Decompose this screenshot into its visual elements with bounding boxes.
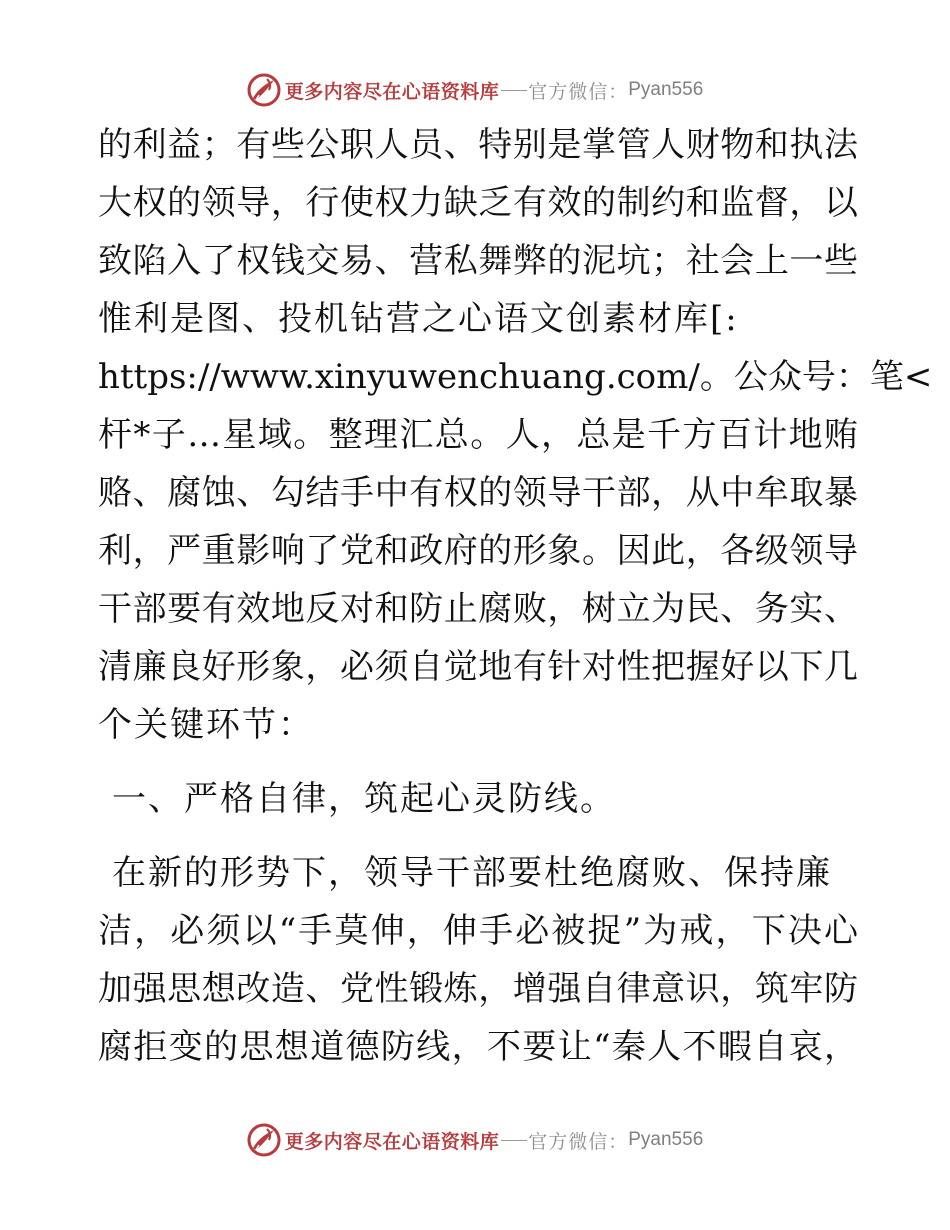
banner-sub-text: 官方微信： — [528, 1130, 629, 1153]
banner-main-text: 更多内容尽在心语资料库 — [284, 80, 500, 103]
body-line: 在新的形势下，领导干部要杜绝腐败、保持廉 — [112, 853, 832, 893]
banner-wechat-id: Pyan556 — [628, 1129, 704, 1150]
body-line: 清廉良好形象，必须自觉地有针对性把握好以下几 — [98, 647, 858, 687]
body-line: 赂、腐蚀、勾结手中有权的领导干部，从中牟取暴 — [98, 473, 858, 513]
footer-banner — [0, 1120, 950, 1160]
banner-dash — [501, 90, 527, 91]
banner-sub-text: 官方微信： — [528, 80, 629, 103]
body-line: 干部要有效地反对和防止腐败，树立为民、务实、 — [98, 589, 858, 629]
banner-wechat-id: Pyan556 — [628, 79, 704, 100]
body-line: 致陷入了权钱交易、营私舞弊的泥坑；社会上一些 — [98, 241, 858, 281]
body-line: 个关键环节： — [98, 705, 314, 745]
body-line: 加强思想改造、党性锻炼，增强自律意识，筑牢防 — [98, 969, 858, 1009]
pen-nib-logo-icon — [247, 1123, 281, 1157]
body-line: 腐拒变的思想道德防线，不要让“秦人不暇自哀， — [98, 1027, 858, 1067]
pen-nib-logo-icon — [247, 73, 281, 107]
banner-main-text: 更多内容尽在心语资料库 — [284, 1130, 500, 1153]
header-banner — [0, 70, 950, 110]
body-line: 惟利是图、投机钻营之心语文创素材库[: — [98, 299, 739, 339]
section-heading: 一、严格自律，筑起心灵防线。 — [112, 779, 616, 819]
banner-dash — [501, 1140, 527, 1141]
body-line-url: https://www.xinyuwenchuang.com/。公众号：笔< — [98, 357, 933, 397]
body-line: 大权的领导，行使权力缺乏有效的制约和监督，以 — [98, 183, 858, 223]
body-line: 利，严重影响了党和政府的形象。因此，各级领导 — [98, 531, 858, 571]
body-line: 的利益；有些公职人员、特别是掌管人财物和执法 — [98, 125, 858, 165]
body-line: 杆*子…星域。整理汇总。人，总是千方百计地贿 — [98, 415, 858, 455]
body-line: 洁，必须以“手莫伸，伸手必被捉”为戒，下决心 — [98, 911, 858, 951]
document-body — [98, 116, 933, 1076]
